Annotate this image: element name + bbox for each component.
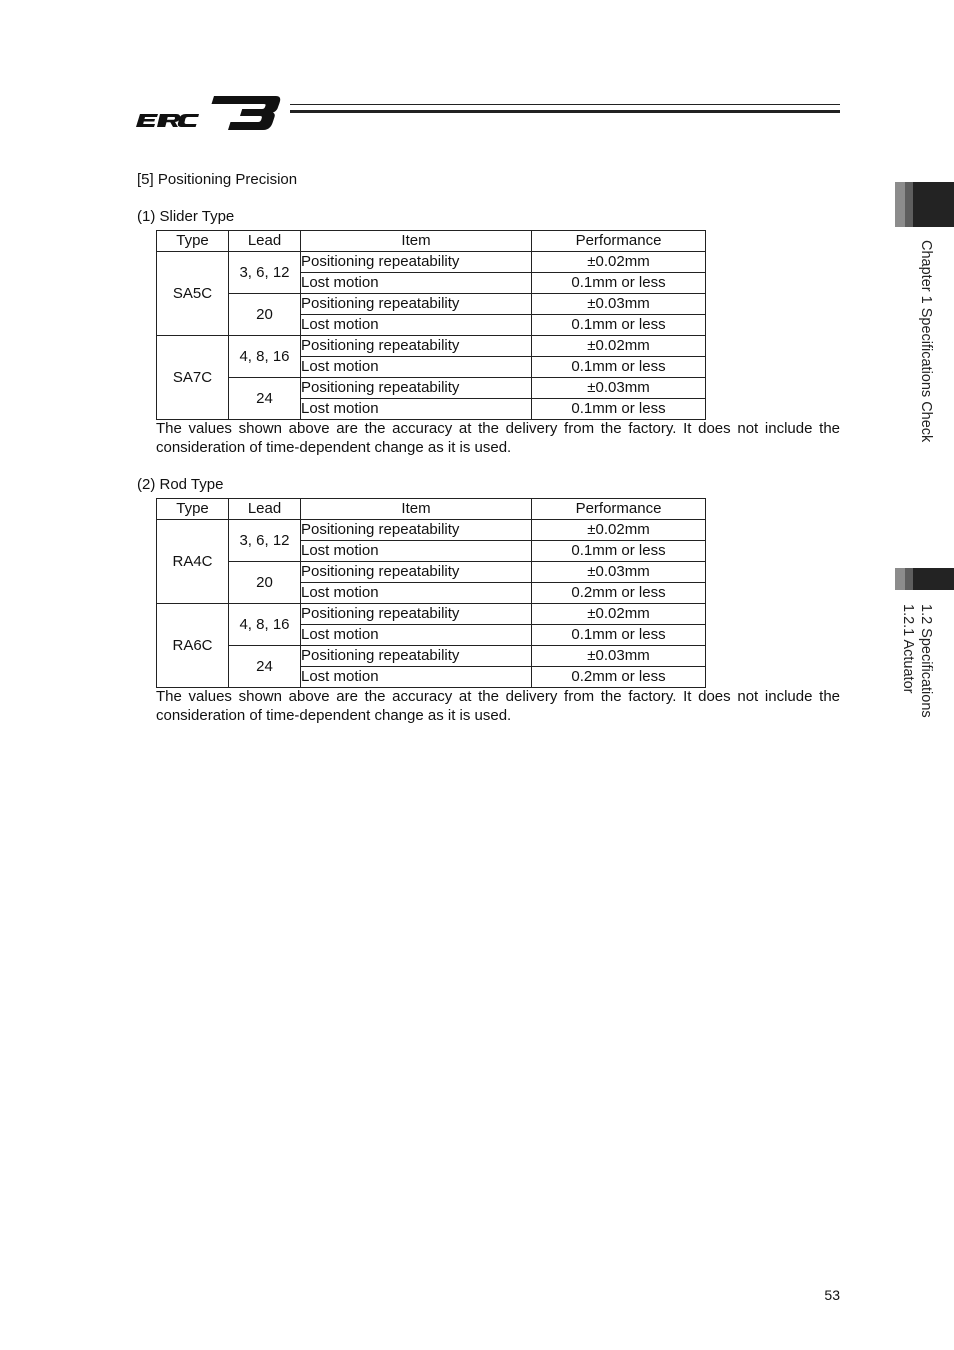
performance-cell: ±0.02mm bbox=[532, 336, 706, 357]
slider-type-heading: (1) Slider Type bbox=[137, 208, 235, 225]
rod-type-heading: (2) Rod Type bbox=[137, 476, 224, 493]
item-cell: Lost motion bbox=[301, 583, 532, 604]
item-cell: Positioning repeatability bbox=[301, 646, 532, 667]
lead-cell: 3, 6, 12 bbox=[229, 520, 301, 562]
performance-cell: 0.1mm or less bbox=[532, 357, 706, 378]
erc3-logo bbox=[136, 92, 281, 132]
section-tab-marker bbox=[895, 568, 954, 590]
header-item: Item bbox=[301, 499, 532, 520]
type-cell: RA6C bbox=[157, 604, 229, 688]
table-row bbox=[157, 252, 706, 273]
performance-cell: 0.2mm or less bbox=[532, 667, 706, 688]
header-rule-thin bbox=[290, 104, 840, 105]
item-cell: Lost motion bbox=[301, 357, 532, 378]
performance-cell: 0.1mm or less bbox=[532, 315, 706, 336]
performance-cell: 0.1mm or less bbox=[532, 625, 706, 646]
lead-cell: 4, 8, 16 bbox=[229, 604, 301, 646]
performance-cell: ±0.03mm bbox=[532, 294, 706, 315]
performance-cell: ±0.03mm bbox=[532, 378, 706, 399]
lead-cell: 20 bbox=[229, 294, 301, 336]
item-cell: Lost motion bbox=[301, 315, 532, 336]
performance-cell: 0.1mm or less bbox=[532, 399, 706, 420]
performance-cell: ±0.02mm bbox=[532, 604, 706, 625]
header-performance: Performance bbox=[532, 499, 706, 520]
lead-cell: 4, 8, 16 bbox=[229, 336, 301, 378]
slider-note: The values shown above are the accuracy at the delivery from the factory. It does not include the consideration of time-dependent change as it is used. bbox=[156, 420, 840, 456]
slider-precision-table bbox=[156, 230, 706, 420]
table-row bbox=[157, 646, 706, 667]
table-row bbox=[157, 520, 706, 541]
chapter-side-label: Chapter 1 Specifications Check bbox=[918, 240, 934, 443]
header-type: Type bbox=[157, 231, 229, 252]
lead-cell: 24 bbox=[229, 646, 301, 688]
header-lead: Lead bbox=[229, 231, 301, 252]
type-cell: RA4C bbox=[157, 520, 229, 604]
performance-cell: 0.1mm or less bbox=[532, 541, 706, 562]
item-cell: Positioning repeatability bbox=[301, 520, 532, 541]
section-side-label: 1.2 Specifications bbox=[918, 604, 934, 718]
performance-cell: ±0.02mm bbox=[532, 252, 706, 273]
performance-cell: ±0.03mm bbox=[532, 562, 706, 583]
item-cell: Lost motion bbox=[301, 667, 532, 688]
type-cell: SA7C bbox=[157, 336, 229, 420]
table-row bbox=[157, 336, 706, 357]
header-item: Item bbox=[301, 231, 532, 252]
header-type: Type bbox=[157, 499, 229, 520]
table-row bbox=[157, 562, 706, 583]
item-cell: Lost motion bbox=[301, 273, 532, 294]
table-row bbox=[157, 294, 706, 315]
item-cell: Lost motion bbox=[301, 625, 532, 646]
header-lead: Lead bbox=[229, 499, 301, 520]
item-cell: Lost motion bbox=[301, 541, 532, 562]
chapter-tab-marker bbox=[895, 182, 954, 227]
rod-precision-table bbox=[156, 498, 706, 688]
performance-cell: ±0.03mm bbox=[532, 646, 706, 667]
table-row bbox=[157, 604, 706, 625]
table-header-row bbox=[157, 231, 706, 252]
rod-note: The values shown above are the accuracy at the delivery from the factory. It does not include the consideration of time-dependent change as it is used. bbox=[156, 688, 840, 724]
item-cell: Positioning repeatability bbox=[301, 378, 532, 399]
performance-cell: 0.1mm or less bbox=[532, 273, 706, 294]
lead-cell: 20 bbox=[229, 562, 301, 604]
header-rule-thick bbox=[290, 110, 840, 113]
section-title: [5] Positioning Precision bbox=[137, 171, 298, 188]
performance-cell: ±0.02mm bbox=[532, 520, 706, 541]
item-cell: Positioning repeatability bbox=[301, 604, 532, 625]
lead-cell: 24 bbox=[229, 378, 301, 420]
type-cell: SA5C bbox=[157, 252, 229, 336]
item-cell: Positioning repeatability bbox=[301, 562, 532, 583]
item-cell: Positioning repeatability bbox=[301, 336, 532, 357]
page-number: 53 bbox=[824, 1287, 840, 1303]
header-performance: Performance bbox=[532, 231, 706, 252]
lead-cell: 3, 6, 12 bbox=[229, 252, 301, 294]
item-cell: Positioning repeatability bbox=[301, 294, 532, 315]
table-header-row bbox=[157, 499, 706, 520]
item-cell: Lost motion bbox=[301, 399, 532, 420]
performance-cell: 0.2mm or less bbox=[532, 583, 706, 604]
subsection-side-label: 1.2.1 Actuator bbox=[900, 604, 916, 694]
table-row bbox=[157, 378, 706, 399]
item-cell: Positioning repeatability bbox=[301, 252, 532, 273]
